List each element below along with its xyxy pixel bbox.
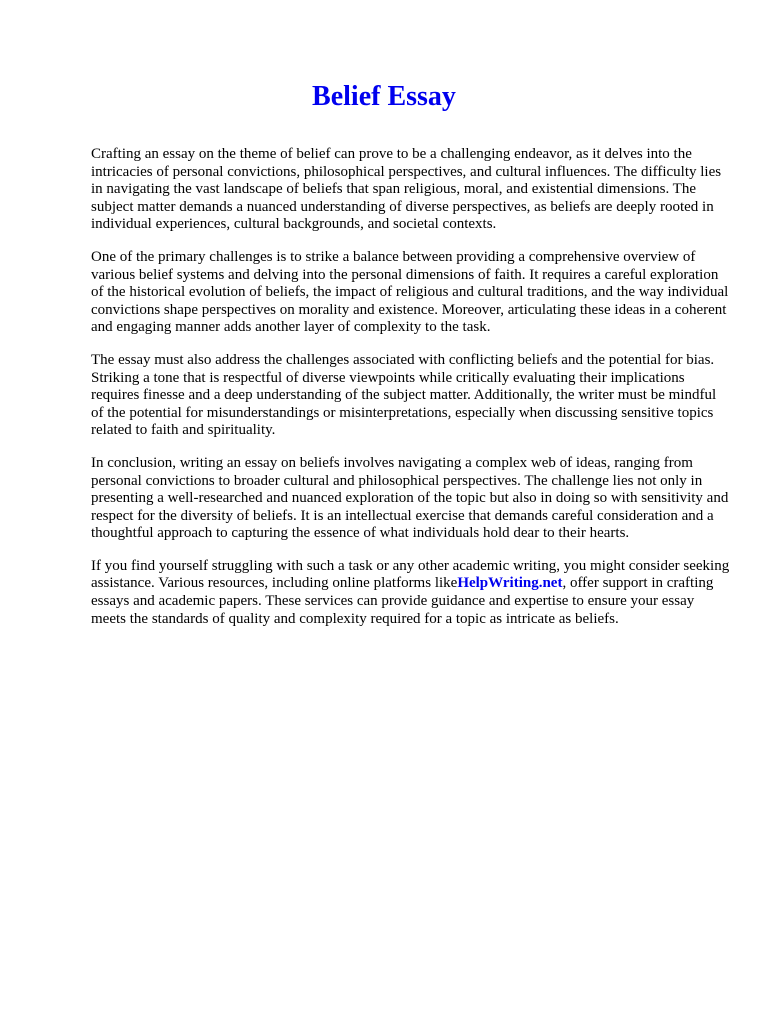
document-body [91,146,731,643]
paragraph-5 [91,558,731,628]
paragraph-3: The essay must also address the challenges associated with conflicting beliefs and the potential for bias. Striking a tone that is respectful of diverse viewpoints while critically evaluating their implications requires finesse and a deep understanding of the subject matter. Additionally, the writer must be mindful of the potential for misunderstandings or misinterpretations, especially when discussing sensitive topics related to faith and spirituality. [91,351,717,439]
paragraph-5-text-after-link: , offer support in crafting essays and academic papers. These services can provide guidance and expertise to ensure your essay meets the standards of quality and complexity required for a topic as intricate as beliefs. [91,575,714,627]
paragraph-4: In conclusion, writing an essay on beliefs involves navigating a complex web of ideas, ranging from personal convictions to broader cultural and philosophical perspectives. The challenge lies not only in presenting a well-researched and nuanced exploration of the topic but also in doing so with sensitivity and respect for the diversity of beliefs. It is an intellectual exercise that demands careful consideration and a thoughtful approach to capturing the essence of what individuals hold dear to their hearts. [91,454,729,542]
document-title: Belief Essay [312,81,456,112]
paragraph-2: One of the primary challenges is to strike a balance between providing a comprehensive overview of various belief systems and delving into the personal dimensions of faith. It requires a careful exploration of the historical evolution of beliefs, the impact of religious and cultural traditions, and the way individual convictions shape perspectives on morality and existence. Moreover, articulating these ideas in a coherent and engaging manner adds another layer of complexity to the task. [91,248,729,336]
helpwriting-link[interactable]: HelpWriting.net [457,575,563,592]
paragraph-1: Crafting an essay on the theme of belief can prove to be a challenging endeavor, as it delves into the intricacies of personal convictions, philosophical perspectives, and cultural influences. The difficulty lies in navigating the vast landscape of beliefs that span religious, moral, and existential dimensions. The subject matter demands a nuanced understanding of diverse perspectives, as beliefs are deeply rooted in individual experiences, cultural backgrounds, and societal contexts. [91,146,722,233]
paragraph-5-text-before-link: If you find yourself struggling with such a task or any other academic writing, you might consider seeking assistance. Various resources, including online platforms like [91,557,730,592]
